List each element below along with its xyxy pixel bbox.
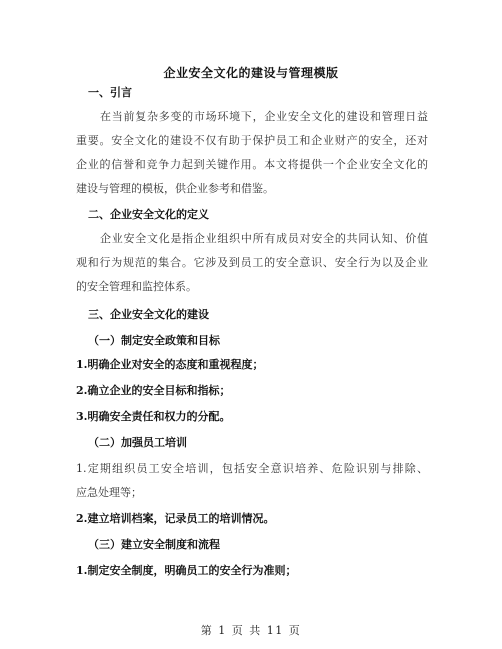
paragraph-line: 的安全管理和监控体系。 <box>76 280 197 293</box>
subsection-heading-policy: （一）制定安全政策和目标 <box>88 334 220 347</box>
list-item: 1.明确企业对安全的态度和重视程度； <box>76 358 264 371</box>
list-item: 2.确立企业的安全目标和指标； <box>76 384 231 397</box>
subsection-heading-procedures: （三）建立安全制度和流程 <box>88 538 220 551</box>
paragraph-line: 建设与管理的模板，供企业参考和借鉴。 <box>76 182 274 195</box>
paragraph-line: 观和行为规范的集合。它涉及到员工的安全意识、安全行为以及企业 <box>76 256 428 269</box>
section-heading-introduction: 一、引言 <box>88 86 132 99</box>
list-item: 1.定期组织员工安全培训，包括安全意识培养、危险识别与排除、 <box>76 462 428 475</box>
paragraph-line: 企业的信誉和竞争力起到关键作用。本文将提供一个企业安全文化的 <box>76 158 428 171</box>
list-item-continued: 应急处理等； <box>76 486 142 499</box>
subsection-heading-training: （二）加强员工培训 <box>88 436 187 449</box>
section-heading-construction: 三、企业安全文化的建设 <box>88 308 209 321</box>
paragraph-line: 企业安全文化是指企业组织中所有成员对安全的共同认知、价值 <box>100 232 428 245</box>
section-heading-definition: 二、企业安全文化的定义 <box>88 208 209 221</box>
page-number-footer: 第 1 页 共 11 页 <box>200 624 302 637</box>
paragraph-line: 重要。安全文化的建设不仅有助于保护员工和企业财产的安全，还对 <box>76 134 428 147</box>
list-item: 3.明确安全责任和权力的分配。 <box>76 410 231 423</box>
paragraph-line: 在当前复杂多变的市场环境下，企业安全文化的建设和管理日益 <box>100 110 428 123</box>
list-item: 1.制定安全制度，明确员工的安全行为准则； <box>76 564 297 577</box>
list-item: 2.建立培训档案，记录员工的培训情况。 <box>76 512 275 525</box>
document-title: 企业安全文化的建设与管理模版 <box>163 66 339 80</box>
